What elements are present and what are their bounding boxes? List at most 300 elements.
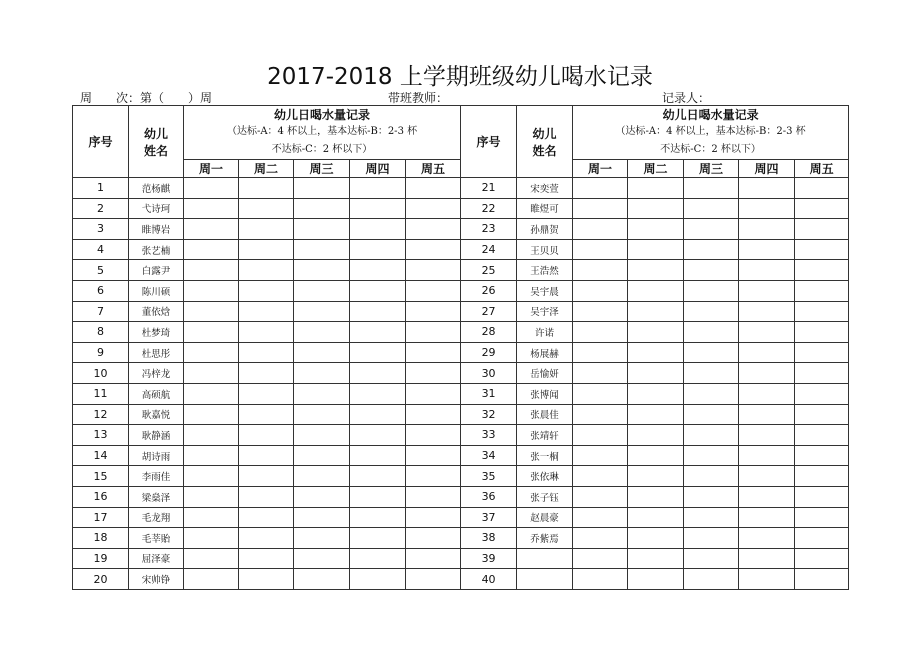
record-cell[interactable] — [795, 363, 849, 384]
record-cell[interactable] — [628, 507, 684, 528]
record-cell[interactable] — [239, 260, 294, 281]
child-name-cell: 赵晨豪 — [517, 507, 573, 528]
record-cell[interactable] — [294, 280, 350, 301]
record-cell[interactable] — [239, 548, 294, 569]
record-cell[interactable] — [184, 178, 239, 199]
record-cell[interactable] — [350, 404, 406, 425]
record-cell[interactable] — [239, 486, 294, 507]
record-cell[interactable] — [350, 528, 406, 549]
child-name-cell: 毛莘貽 — [129, 528, 184, 549]
record-cell[interactable] — [795, 486, 849, 507]
record-cell[interactable] — [628, 425, 684, 446]
record-cell[interactable] — [294, 363, 350, 384]
seq-cell: 19 — [73, 548, 129, 569]
record-cell[interactable] — [573, 383, 628, 404]
record-cell[interactable] — [294, 239, 350, 260]
record-cell[interactable] — [294, 425, 350, 446]
record-cell[interactable] — [573, 445, 628, 466]
record-cell[interactable] — [739, 528, 795, 549]
record-cell[interactable] — [573, 404, 628, 425]
child-name-cell: 张一桐 — [517, 445, 573, 466]
record-cell[interactable] — [239, 322, 294, 343]
record-cell[interactable] — [350, 383, 406, 404]
seq-cell: 8 — [73, 322, 129, 343]
record-cell[interactable] — [628, 569, 684, 590]
record-cell[interactable] — [406, 425, 461, 446]
record-cell[interactable] — [350, 322, 406, 343]
record-cell[interactable] — [294, 507, 350, 528]
record-cell[interactable] — [573, 322, 628, 343]
record-cell[interactable] — [795, 507, 849, 528]
record-cell[interactable] — [573, 178, 628, 199]
record-cell[interactable] — [573, 239, 628, 260]
day-header: 周二 — [239, 160, 294, 178]
record-cell[interactable] — [184, 425, 239, 446]
record-cell[interactable] — [739, 219, 795, 240]
child-name-cell: 宋奕萱 — [517, 178, 573, 199]
record-cell[interactable] — [406, 486, 461, 507]
record-cell[interactable] — [294, 342, 350, 363]
record-cell[interactable] — [628, 178, 684, 199]
record-cell[interactable] — [739, 322, 795, 343]
seq-cell: 20 — [73, 569, 129, 590]
record-cell[interactable] — [406, 301, 461, 322]
record-desc-1: （达标-A：4 杯以上，基本达标-B：2-3 杯 — [226, 126, 418, 137]
record-cell[interactable] — [406, 569, 461, 590]
record-cell[interactable] — [684, 178, 739, 199]
seq-cell: 11 — [73, 383, 129, 404]
record-cell[interactable] — [573, 363, 628, 384]
seq-header-left: 序号 — [73, 106, 129, 178]
day-header: 周四 — [739, 160, 795, 178]
record-cell[interactable] — [628, 301, 684, 322]
record-cell[interactable] — [406, 198, 461, 219]
record-cell[interactable] — [628, 239, 684, 260]
record-cell[interactable] — [239, 425, 294, 446]
record-cell[interactable] — [294, 404, 350, 425]
record-cell[interactable] — [294, 322, 350, 343]
record-cell[interactable] — [573, 528, 628, 549]
record-cell[interactable] — [350, 239, 406, 260]
recorder-label: 记录人： — [662, 91, 711, 105]
table-row — [73, 178, 849, 199]
record-cell[interactable] — [294, 219, 350, 240]
record-cell[interactable] — [684, 383, 739, 404]
child-name-cell: 弋诗珂 — [129, 198, 184, 219]
record-cell[interactable] — [184, 486, 239, 507]
record-cell[interactable] — [684, 301, 739, 322]
table-row — [73, 322, 849, 343]
record-cell[interactable] — [239, 280, 294, 301]
seq-cell: 13 — [73, 425, 129, 446]
record-cell[interactable] — [406, 280, 461, 301]
record-cell[interactable] — [739, 198, 795, 219]
child-name-cell: 杨展赫 — [517, 342, 573, 363]
record-cell[interactable] — [350, 342, 406, 363]
record-cell[interactable] — [573, 260, 628, 281]
record-cell[interactable] — [350, 178, 406, 199]
record-cell[interactable] — [294, 178, 350, 199]
record-cell[interactable] — [406, 178, 461, 199]
record-cell[interactable] — [739, 280, 795, 301]
record-cell[interactable] — [795, 383, 849, 404]
seq-cell: 6 — [73, 280, 129, 301]
record-cell[interactable] — [739, 404, 795, 425]
record-cell[interactable] — [294, 260, 350, 281]
record-cell[interactable] — [628, 528, 684, 549]
record-cell[interactable] — [628, 198, 684, 219]
record-cell[interactable] — [573, 548, 628, 569]
seq-cell: 38 — [461, 528, 517, 549]
record-cell[interactable] — [684, 466, 739, 487]
seq-cell: 39 — [461, 548, 517, 569]
record-cell[interactable] — [350, 569, 406, 590]
record-cell[interactable] — [795, 404, 849, 425]
record-cell[interactable] — [573, 219, 628, 240]
child-name-cell: 白露尹 — [129, 260, 184, 281]
record-cell[interactable] — [406, 342, 461, 363]
record-cell[interactable] — [628, 404, 684, 425]
record-cell[interactable] — [739, 548, 795, 569]
child-name-cell: 张晨佳 — [517, 404, 573, 425]
record-cell[interactable] — [739, 425, 795, 446]
record-cell[interactable] — [184, 342, 239, 363]
child-name-cell: 吴宇晨 — [517, 280, 573, 301]
record-cell[interactable] — [795, 342, 849, 363]
seq-cell: 3 — [73, 219, 129, 240]
seq-cell: 34 — [461, 445, 517, 466]
record-cell[interactable] — [350, 548, 406, 569]
seq-cell: 36 — [461, 486, 517, 507]
record-cell[interactable] — [294, 548, 350, 569]
table-row — [73, 301, 849, 322]
record-cell[interactable] — [184, 507, 239, 528]
record-cell[interactable] — [184, 466, 239, 487]
record-cell[interactable] — [184, 445, 239, 466]
child-name-cell: 孙鼎贺 — [517, 219, 573, 240]
child-name-cell: 杜梦琦 — [129, 322, 184, 343]
record-cell[interactable] — [406, 548, 461, 569]
record-cell[interactable] — [795, 280, 849, 301]
name-header-line1: 幼儿 — [143, 126, 168, 141]
record-header-right — [573, 106, 849, 160]
child-name-cell: 王浩然 — [517, 260, 573, 281]
record-cell[interactable] — [184, 280, 239, 301]
table-row — [73, 260, 849, 281]
record-cell[interactable] — [573, 301, 628, 322]
child-name-cell: 冯梓龙 — [129, 363, 184, 384]
record-cell[interactable] — [184, 239, 239, 260]
record-cell[interactable] — [406, 528, 461, 549]
record-cell[interactable] — [684, 342, 739, 363]
record-cell[interactable] — [684, 239, 739, 260]
record-cell[interactable] — [795, 260, 849, 281]
record-cell[interactable] — [294, 569, 350, 590]
name-header-line2: 姓名 — [143, 143, 168, 158]
record-cell[interactable] — [573, 198, 628, 219]
child-name-cell — [517, 569, 573, 590]
child-name-cell: 毛龙翔 — [129, 507, 184, 528]
record-cell[interactable] — [684, 425, 739, 446]
record-cell[interactable] — [628, 219, 684, 240]
record-cell[interactable] — [406, 383, 461, 404]
child-name-cell: 陈川硕 — [129, 280, 184, 301]
record-desc-2: 不达标-C：2 杯以下） — [271, 144, 373, 155]
record-cell[interactable] — [739, 342, 795, 363]
name-header-line1: 幼儿 — [532, 126, 557, 141]
child-name-cell: 吴宇泽 — [517, 301, 573, 322]
record-cell[interactable] — [350, 466, 406, 487]
child-name-cell: 李雨佳 — [129, 466, 184, 487]
record-cell[interactable] — [684, 404, 739, 425]
record-cell[interactable] — [239, 569, 294, 590]
seq-cell: 22 — [461, 198, 517, 219]
child-name-cell: 张子钰 — [517, 486, 573, 507]
record-desc-1: （达标-A：4 杯以上，基本达标-B：2-3 杯 — [615, 126, 806, 137]
record-cell[interactable] — [184, 219, 239, 240]
record-cell[interactable] — [350, 260, 406, 281]
record-cell[interactable] — [239, 383, 294, 404]
table-row — [73, 548, 849, 569]
record-cell[interactable] — [795, 445, 849, 466]
record-cell[interactable] — [406, 322, 461, 343]
table-row — [73, 425, 849, 446]
seq-cell: 32 — [461, 404, 517, 425]
seq-cell: 27 — [461, 301, 517, 322]
record-cell[interactable] — [406, 363, 461, 384]
record-cell[interactable] — [795, 322, 849, 343]
table-row — [73, 383, 849, 404]
record-cell[interactable] — [406, 404, 461, 425]
child-name-cell: 耿静涵 — [129, 425, 184, 446]
name-header-left — [129, 106, 184, 178]
record-cell[interactable] — [628, 342, 684, 363]
record-cell[interactable] — [739, 466, 795, 487]
child-name-cell: 张依琳 — [517, 466, 573, 487]
record-cell[interactable] — [406, 219, 461, 240]
table-row — [73, 342, 849, 363]
record-cell[interactable] — [739, 445, 795, 466]
record-cell[interactable] — [739, 383, 795, 404]
record-cell[interactable] — [795, 239, 849, 260]
record-cell[interactable] — [350, 219, 406, 240]
record-cell[interactable] — [184, 404, 239, 425]
record-cell[interactable] — [684, 363, 739, 384]
record-cell[interactable] — [795, 178, 849, 199]
child-name-cell: 杜思彤 — [129, 342, 184, 363]
record-cell[interactable] — [684, 528, 739, 549]
seq-cell: 30 — [461, 363, 517, 384]
record-cell[interactable] — [573, 486, 628, 507]
seq-cell: 40 — [461, 569, 517, 590]
record-cell[interactable] — [739, 301, 795, 322]
child-name-cell: 屈泽豪 — [129, 548, 184, 569]
record-cell[interactable] — [628, 548, 684, 569]
record-cell[interactable] — [684, 507, 739, 528]
seq-cell: 9 — [73, 342, 129, 363]
record-cell[interactable] — [573, 425, 628, 446]
record-cell[interactable] — [739, 363, 795, 384]
child-name-cell: 宋帅铮 — [129, 569, 184, 590]
record-cell[interactable] — [239, 404, 294, 425]
child-name-cell: 岳愉妍 — [517, 363, 573, 384]
seq-cell: 15 — [73, 466, 129, 487]
water-record-table — [72, 105, 849, 590]
record-cell[interactable] — [684, 445, 739, 466]
seq-cell: 1 — [73, 178, 129, 199]
record-cell[interactable] — [795, 301, 849, 322]
record-cell[interactable] — [795, 219, 849, 240]
record-cell[interactable] — [795, 425, 849, 446]
record-cell[interactable] — [739, 260, 795, 281]
record-cell[interactable] — [739, 569, 795, 590]
record-cell[interactable] — [294, 466, 350, 487]
seq-cell: 24 — [461, 239, 517, 260]
record-cell[interactable] — [406, 239, 461, 260]
seq-cell: 28 — [461, 322, 517, 343]
record-cell[interactable] — [184, 260, 239, 281]
record-cell[interactable] — [684, 219, 739, 240]
child-name-cell: 乔紫焉 — [517, 528, 573, 549]
record-cell[interactable] — [795, 569, 849, 590]
record-cell[interactable] — [628, 260, 684, 281]
record-cell[interactable] — [739, 178, 795, 199]
record-cell[interactable] — [573, 342, 628, 363]
record-cell[interactable] — [294, 198, 350, 219]
record-cell[interactable] — [184, 198, 239, 219]
record-cell[interactable] — [239, 178, 294, 199]
record-cell[interactable] — [239, 219, 294, 240]
record-cell[interactable] — [628, 322, 684, 343]
record-cell[interactable] — [294, 301, 350, 322]
record-title: 幼儿日喝水量记录 — [662, 108, 759, 122]
record-cell[interactable] — [184, 548, 239, 569]
record-cell[interactable] — [684, 198, 739, 219]
day-header: 周三 — [294, 160, 350, 178]
seq-cell: 2 — [73, 198, 129, 219]
record-cell[interactable] — [628, 383, 684, 404]
record-cell[interactable] — [684, 569, 739, 590]
seq-cell: 16 — [73, 486, 129, 507]
record-cell[interactable] — [184, 322, 239, 343]
record-cell[interactable] — [628, 486, 684, 507]
record-cell[interactable] — [795, 466, 849, 487]
record-cell[interactable] — [294, 528, 350, 549]
table-row — [73, 280, 849, 301]
seq-cell: 37 — [461, 507, 517, 528]
record-cell[interactable] — [350, 445, 406, 466]
seq-cell: 7 — [73, 301, 129, 322]
record-cell[interactable] — [406, 445, 461, 466]
table-row — [73, 404, 849, 425]
table-row — [73, 486, 849, 507]
record-cell[interactable] — [684, 486, 739, 507]
record-cell[interactable] — [350, 198, 406, 219]
record-cell[interactable] — [739, 486, 795, 507]
record-cell[interactable] — [294, 445, 350, 466]
table-row — [73, 445, 849, 466]
seq-cell: 17 — [73, 507, 129, 528]
child-name-cell: 张博闻 — [517, 383, 573, 404]
record-cell[interactable] — [350, 486, 406, 507]
record-cell[interactable] — [628, 280, 684, 301]
record-cell[interactable] — [406, 260, 461, 281]
day-header: 周三 — [684, 160, 739, 178]
record-cell[interactable] — [294, 383, 350, 404]
record-cell[interactable] — [573, 280, 628, 301]
seq-cell: 29 — [461, 342, 517, 363]
record-cell[interactable] — [184, 301, 239, 322]
record-cell[interactable] — [739, 239, 795, 260]
child-name-cell: 胡诗雨 — [129, 445, 184, 466]
record-cell[interactable] — [573, 569, 628, 590]
record-cell[interactable] — [350, 425, 406, 446]
record-cell[interactable] — [239, 466, 294, 487]
record-cell[interactable] — [350, 507, 406, 528]
record-cell[interactable] — [795, 198, 849, 219]
seq-cell: 12 — [73, 404, 129, 425]
record-cell[interactable] — [628, 445, 684, 466]
table-row — [73, 239, 849, 260]
record-cell[interactable] — [739, 507, 795, 528]
child-name-cell: 董依焓 — [129, 301, 184, 322]
child-name-cell: 王贝贝 — [517, 239, 573, 260]
record-cell[interactable] — [184, 383, 239, 404]
record-cell[interactable] — [684, 280, 739, 301]
record-title: 幼儿日喝水量记录 — [274, 108, 371, 122]
record-cell[interactable] — [184, 363, 239, 384]
table-row — [73, 198, 849, 219]
record-cell[interactable] — [628, 466, 684, 487]
record-cell[interactable] — [239, 301, 294, 322]
seq-cell: 14 — [73, 445, 129, 466]
record-cell[interactable] — [684, 548, 739, 569]
day-header: 周一 — [573, 160, 628, 178]
day-header: 周四 — [350, 160, 406, 178]
record-cell[interactable] — [350, 301, 406, 322]
seq-header-right: 序号 — [461, 106, 517, 178]
record-cell[interactable] — [239, 342, 294, 363]
record-cell[interactable] — [795, 528, 849, 549]
page-title: 2017-2018 上学期班级幼儿喝水记录 — [267, 64, 653, 90]
record-cell[interactable] — [239, 239, 294, 260]
seq-cell: 18 — [73, 528, 129, 549]
record-cell[interactable] — [406, 507, 461, 528]
record-cell[interactable] — [239, 445, 294, 466]
record-cell[interactable] — [239, 363, 294, 384]
record-cell[interactable] — [573, 507, 628, 528]
record-cell[interactable] — [239, 507, 294, 528]
record-cell[interactable] — [628, 363, 684, 384]
record-cell[interactable] — [239, 198, 294, 219]
record-cell[interactable] — [684, 260, 739, 281]
record-cell[interactable] — [350, 363, 406, 384]
record-cell[interactable] — [350, 280, 406, 301]
record-cell[interactable] — [684, 322, 739, 343]
record-cell[interactable] — [184, 569, 239, 590]
seq-cell: 31 — [461, 383, 517, 404]
record-cell[interactable] — [573, 466, 628, 487]
record-cell[interactable] — [795, 548, 849, 569]
child-name-cell — [517, 548, 573, 569]
child-name-cell: 睢博岩 — [129, 219, 184, 240]
seq-cell: 4 — [73, 239, 129, 260]
seq-cell: 10 — [73, 363, 129, 384]
record-cell[interactable] — [406, 466, 461, 487]
record-cell[interactable] — [184, 528, 239, 549]
record-cell[interactable] — [294, 486, 350, 507]
record-cell[interactable] — [239, 528, 294, 549]
